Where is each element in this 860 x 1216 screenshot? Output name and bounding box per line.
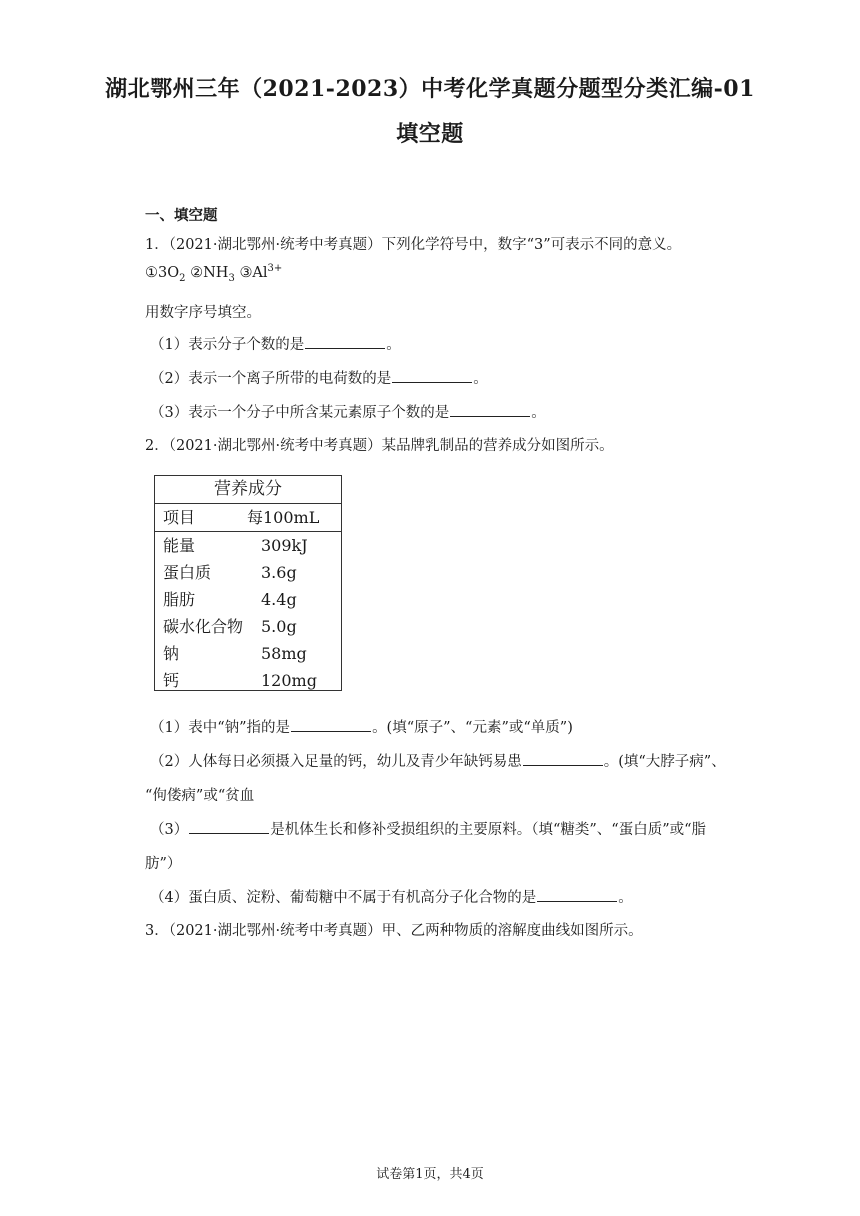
symbol-2: $②NH_3$ [190,264,235,284]
q2-part2: （2）人体每日必须摄入足量的钙，幼儿及青少年缺钙易患 。(填“大脖子病”、 [150,750,726,771]
q1-symbols [145,263,282,284]
answer-blank[interactable] [392,368,472,383]
q1-instruction: 用数字序号填空。 [145,305,261,321]
symbol-1: $①3O_2$ [145,264,186,284]
table-row: 蛋白质 3.6g [163,563,297,582]
q2-part3: （3） 是机体生长和修补受损组织的主要原料。（填“糖类”、“蛋白质”或“脂 [150,818,706,839]
q2-stem: 2．（2021·湖北鄂州·统考中考真题）某品牌乳制品的营养成分如图所示。 [145,438,614,454]
nutrition-table-header: 项目 每100mL [155,504,341,532]
page-footer: 试卷第1页，共4页 [376,1167,484,1182]
q1-part2: （2）表示一个离子所带的电荷数的是 。 [150,367,488,388]
table-row: 钠 58mg [163,644,307,663]
q2-part2-cont: “佝偻病”或“贫血 [145,788,255,804]
section-heading: 一、填空题 [145,207,218,224]
nutrition-table-title: 营养成分 [155,476,341,504]
q2-part1: （1）表中“钠”指的是 。(填“原子”、“元素”或“单质”) [150,716,573,737]
symbol-3: $③Al^{3+}$ [239,263,283,281]
table-row: 脂肪 4.4g [163,590,297,609]
answer-blank[interactable] [450,402,530,417]
table-row: 钙 120mg [163,671,317,690]
q1-part1: （1）表示分子个数的是 。 [150,333,401,354]
answer-blank[interactable] [305,334,385,349]
nutrition-table [154,475,342,691]
answer-blank[interactable] [291,717,371,732]
q2-part4: （4）蛋白质、淀粉、葡萄糖中不属于有机高分子化合物的是 。 [150,886,633,907]
document-title-line1: 湖北鄂州三年（2021-2023）中考化学真题分题型分类汇编-01 [105,76,755,102]
q1-part3: （3）表示一个分子中所含某元素原子个数的是 。 [150,401,546,422]
answer-blank[interactable] [189,819,269,834]
table-row: 碳水化合物 5.0g [163,617,297,636]
document-title-line2: 填空题 [396,121,464,147]
q2-part3-cont: 肪”） [145,856,182,872]
q3-stem: 3．（2021·湖北鄂州·统考中考真题）甲、乙两种物质的溶解度曲线如图所示。 [145,923,643,939]
answer-blank[interactable] [523,751,603,766]
table-row: 能量 309kJ [163,536,308,555]
q1-stem: 1．（2021·湖北鄂州·统考中考真题）下列化学符号中，数字“3”可表示不同的意义。 [145,237,682,253]
answer-blank[interactable] [537,887,617,902]
